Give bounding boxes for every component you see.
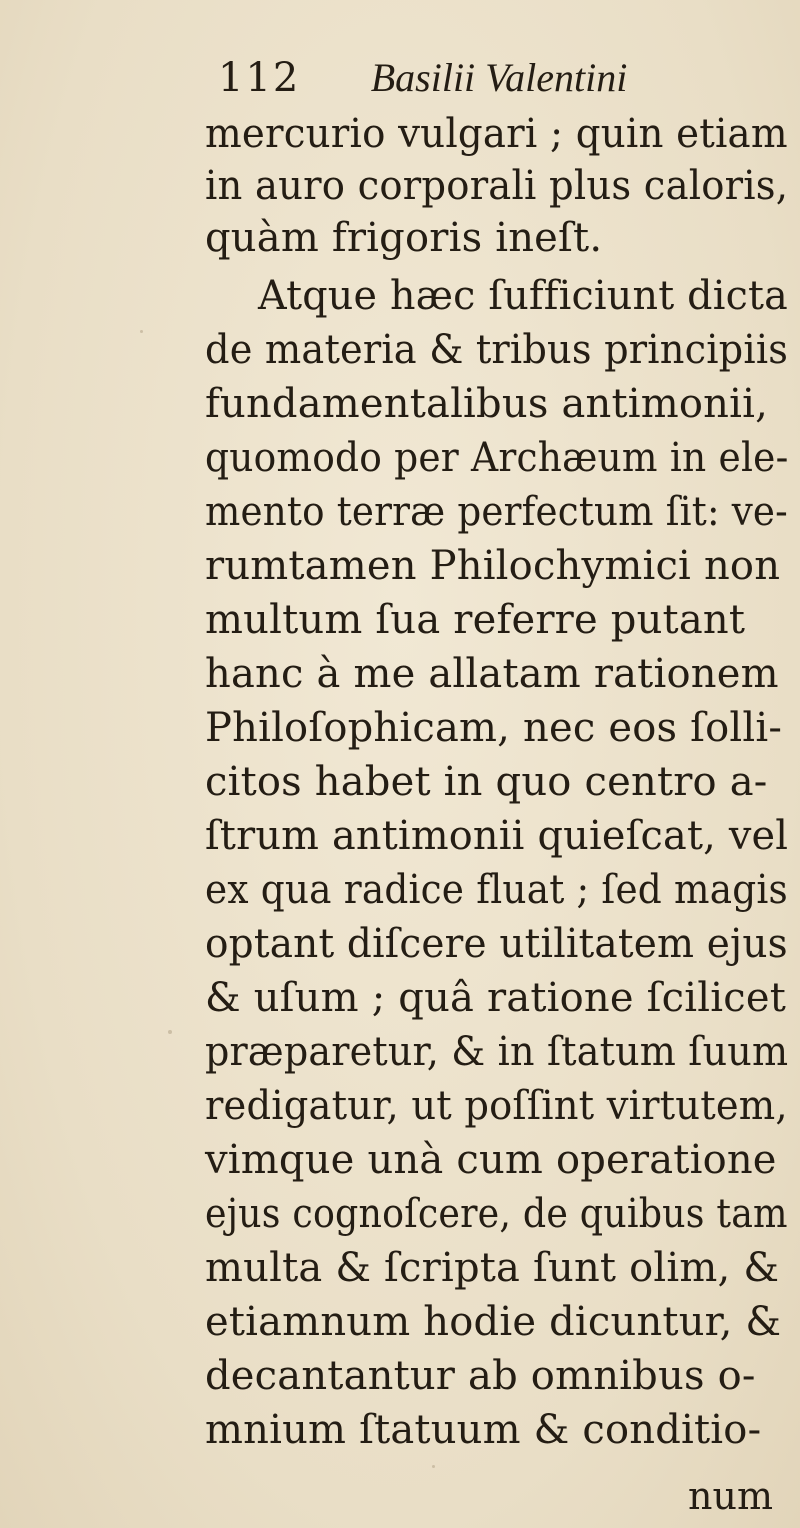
text-line: redigatur, ut poſſint virtutem,	[205, 1083, 788, 1129]
text-line: & uſum ; quâ ratione ſcilicet	[205, 975, 787, 1021]
page-header	[218, 55, 628, 101]
text-line: vimque unà cum operatione	[205, 1137, 777, 1183]
text-line: mercurio vulgari ; quin etiam	[205, 111, 788, 157]
text-line: hanc à me allatam rationem	[205, 651, 779, 697]
text-line: in auro corporali plus caloris,	[205, 163, 789, 209]
text-line: præparetur, & in ſtatum ſuum	[205, 1029, 789, 1075]
text-line: ſtrum antimonii quieſcat, vel	[205, 813, 789, 859]
text-line: multum ſua referre putant	[205, 597, 746, 643]
paper-speck	[432, 1465, 435, 1468]
paper-speck	[140, 330, 143, 333]
text-line: rumtamen Philochymici non	[205, 543, 781, 589]
text-line: quomodo per Archæum in ele-	[205, 435, 789, 481]
text-line: quàm frigoris ineſt.	[205, 215, 603, 261]
running-title: Basilii Valentini	[370, 55, 628, 100]
text-line: multa & ſcripta ſunt olim, &	[205, 1245, 780, 1291]
text-line: Philoſophicam, nec eos ſolli-	[205, 705, 783, 751]
page-number: 112	[218, 55, 301, 101]
paper-speck	[168, 1030, 172, 1034]
text-line: Atque hæc ſufficiunt dicta	[258, 273, 788, 319]
text-line: fundamentalibus antimonii,	[205, 381, 769, 427]
text-line: de materia & tribus principiis	[205, 327, 789, 373]
text-line: decantantur ab omnibus o-	[205, 1353, 756, 1399]
text-line: ejus cognoſcere, de quibus tam	[205, 1191, 788, 1237]
text-line: ex qua radice fluat ; ſed magis	[205, 867, 788, 913]
text-line: citos habet in quo centro a-	[205, 759, 768, 805]
text-line: mnium ſtatuum & conditio-	[205, 1407, 762, 1453]
text-line: etiamnum hodie dicuntur, &	[205, 1299, 782, 1345]
text-line: mento terræ perfectum ſit: ve-	[205, 489, 788, 535]
text-line: optant diſcere utilitatem ejus	[205, 921, 788, 967]
catchword: num	[688, 1474, 773, 1518]
